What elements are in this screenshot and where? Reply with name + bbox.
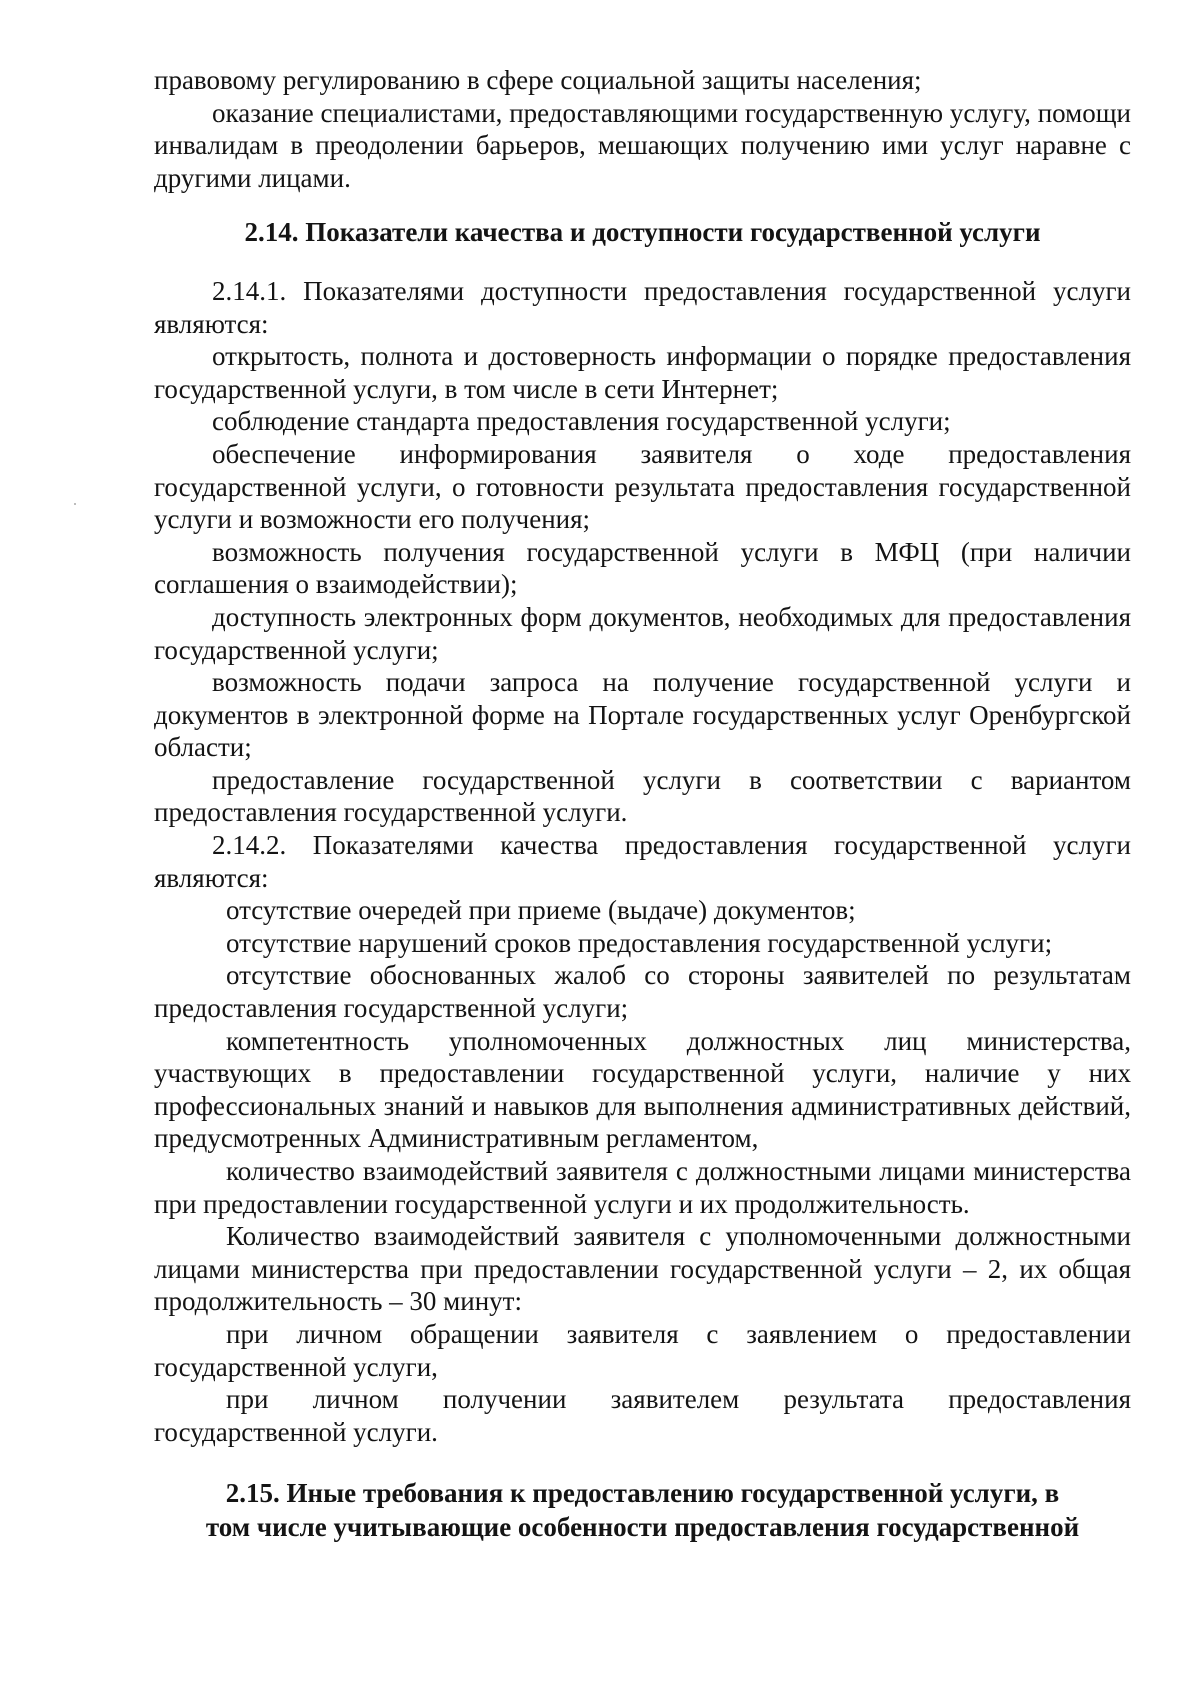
paragraph-2-14-2: 2.14.2. Показателями качества предоставления государственной услуги являются: [154, 830, 1131, 893]
paragraph-openness: открытость, полнота и достоверность информации о порядке предоставления государственной услуги, в том числе в сети Интернет; [154, 341, 1131, 404]
paragraph-interaction-count: количество взаимодействий заявителя с должностными лицами министерства при предоставлении государственной услуги и их продолжительность. [154, 1156, 1131, 1219]
section-heading-2-15-line1: 2.15. Иные требования к предоставлению государственной услуги, в [225, 1478, 1060, 1509]
paragraph-no-queues: отсутствие очередей при приеме (выдаче) документов; [226, 895, 856, 926]
paragraph-portal-request: возможность подачи запроса на получение государственной услуги и документов в электронной форме на Портале государственных услуг Оренбургской области; [154, 667, 1131, 763]
section-heading-2-14: 2.14. Показатели качества и доступности государственной услуги [244, 217, 1041, 248]
paragraph-standard-compliance: соблюдение стандарта предоставления государственной услуги; [212, 406, 951, 437]
paragraph-2-14-1: 2.14.1. Показателями доступности предоставления государственной услуги являются: [154, 275, 1131, 339]
paragraph-informing: обеспечение информирования заявителя о ходе предоставления государственной услуги, о готовности результата предоставления государственной услуги и возможности его получения; [154, 438, 1131, 535]
paragraph-personal-application: при личном обращении заявителя с заявлением о предоставлении государственной услуги, [154, 1318, 1131, 1382]
paragraph-social-protection: правовому регулированию в сфере социальной защиты населения; [154, 65, 922, 95]
paragraph-competence: компетентность уполномоченных должностных лиц министерства, участвующих в предоставлении государственной услуги, наличие у них профессиональных знаний и навыков для выполнения административных действий, предусмотренных Административным регламентом, [154, 1025, 1131, 1154]
section-heading-2-15 [154, 1476, 1131, 1544]
paragraph-mfc: возможность получения государственной услуги в МФЦ (при наличии соглашения о взаимодействии); [154, 536, 1131, 600]
paragraph-electronic-forms: доступность электронных форм документов, необходимых для предоставления государственной услуги; [154, 601, 1131, 665]
paragraph-personal-receipt: при личном получении заявителем результата предоставления государственной услуги. [154, 1384, 1131, 1447]
scan-speck [74, 503, 76, 505]
section-heading-2-15-line2: том числе учитывающие особенности предоставления государственной [205, 1512, 1080, 1543]
document-page [154, 64, 1131, 1544]
paragraph-disability-assistance: оказание специалистами, предоставляющими государственную услугу, помощи инвалидам в преодолении барьеров, мешающих получению ими услуг наравне с другими лицами. [154, 97, 1131, 193]
paragraph-variant: предоставление государственной услуги в соответствии с вариантом предоставления государственной услуги. [154, 764, 1131, 828]
paragraph-no-complaints: отсутствие обоснованных жалоб со стороны заявителей по результатам предоставления государственной услуги; [154, 960, 1131, 1024]
paragraph-no-deadline-violations: отсутствие нарушений сроков предоставления государственной услуги; [226, 927, 1053, 958]
paragraph-interaction-duration: Количество взаимодействий заявителя с уполномоченными должностными лицами министерства при предоставлении государственной услуги – 2, их общая продолжительность – 30 минут: [154, 1221, 1131, 1317]
